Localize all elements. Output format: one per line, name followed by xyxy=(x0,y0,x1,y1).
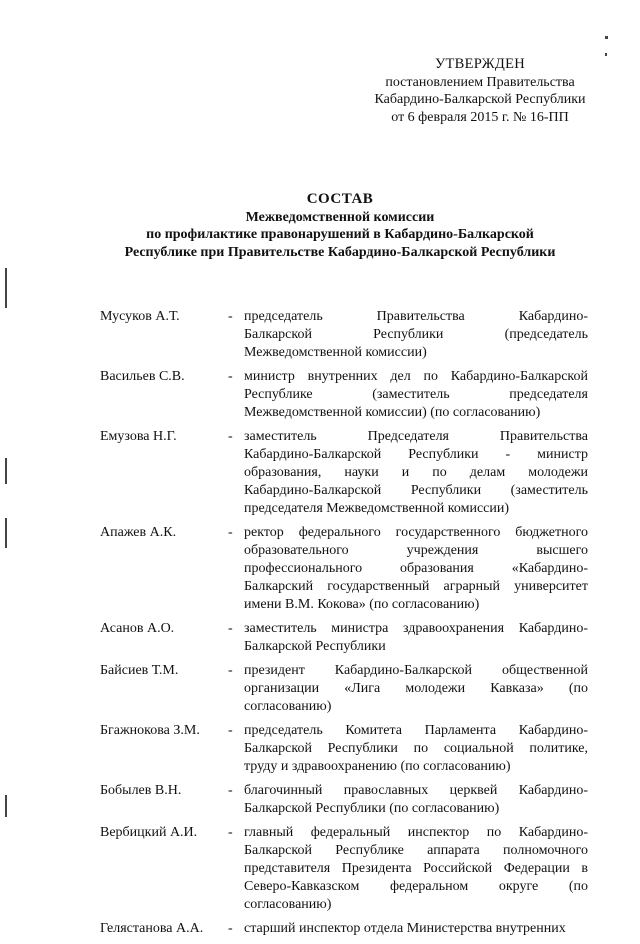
member-dash: - xyxy=(228,663,233,678)
member-role-line: председатель Комитета Парламента Кабардино- xyxy=(244,723,588,738)
member-role-line: старший инспектор отдела Министерства внутренних xyxy=(244,921,566,936)
member-role-line: согласованию) xyxy=(244,897,332,912)
member-role-line: председатель Правительства Кабардино- xyxy=(244,309,588,324)
member-role-line: труду и здравоохранению (по согласованию) xyxy=(244,759,511,774)
member-name: Бобылев В.Н. xyxy=(100,783,182,798)
member-role-line: министр внутренних дел по Кабардино-Балкарской xyxy=(244,369,588,384)
member-role xyxy=(244,662,588,716)
scan-mark xyxy=(605,36,608,39)
title-line: Республике при Правительстве Кабардино-Балкарской Республики xyxy=(124,244,556,260)
member-role-line: образовательного учреждения высшего xyxy=(244,543,588,558)
member-role xyxy=(244,368,588,422)
member-name: Емузова Н.Г. xyxy=(100,429,177,444)
member-role xyxy=(244,782,588,818)
member-dash: - xyxy=(228,621,233,636)
member-row xyxy=(100,524,590,614)
member-role xyxy=(244,920,588,938)
member-row xyxy=(100,620,590,656)
member-row xyxy=(100,368,590,422)
member-role-line: Балкарской Республики xyxy=(244,639,386,654)
title-line: Межведомственной комиссии xyxy=(245,209,435,225)
member-role-line: Межведомственной комиссии) (по согласованию) xyxy=(244,405,541,420)
member-role-line: Кабардино-Балкарской Республики - министр xyxy=(244,447,588,462)
approval-line: Кабардино-Балкарской Республики xyxy=(374,92,586,107)
member-name: Асанов А.О. xyxy=(100,621,175,636)
member-dash: - xyxy=(228,525,233,540)
member-role-line: главный федеральный инспектор по Кабардино- xyxy=(244,825,588,840)
member-name: Гелястанова А.А. xyxy=(100,921,204,936)
member-dash: - xyxy=(228,723,233,738)
member-role-line: Балкарской Республики (по согласованию) xyxy=(244,801,500,816)
title-line: СОСТАВ xyxy=(306,191,374,207)
member-role-line: ректор федерального государственного бюджетного xyxy=(244,525,588,540)
member-role-line: заместитель Председателя Правительства xyxy=(244,429,588,444)
member-role-line: Балкарской Республики по социальной политике, xyxy=(244,741,588,756)
member-row xyxy=(100,722,590,776)
member-name: Васильев С.В. xyxy=(100,369,185,384)
scan-mark xyxy=(5,518,7,548)
member-role xyxy=(244,620,588,656)
scan-mark xyxy=(5,458,7,484)
member-role-line: Республике (заместитель председателя xyxy=(244,387,588,402)
scan-mark xyxy=(5,795,7,817)
member-role-line: Балкарской Республике аппарата полномочного xyxy=(244,843,588,858)
member-role-line: Межведомственной комиссии) xyxy=(244,345,427,360)
member-name: Бгажнокова З.М. xyxy=(100,723,200,738)
member-role xyxy=(244,824,588,914)
member-role-line: представителя Президента Российской Федерации в xyxy=(244,861,588,876)
member-role-line: председателя Межведомственной комиссии) xyxy=(244,501,510,516)
approval-line: постановлением Правительства xyxy=(385,74,575,90)
member-name: Вербицкий А.И. xyxy=(100,825,198,840)
member-row xyxy=(100,308,590,362)
member-row xyxy=(100,428,590,518)
member-name: Байсиев Т.М. xyxy=(100,663,179,678)
approval-heading: УТВЕРЖДЕН xyxy=(434,56,526,72)
scan-mark xyxy=(5,268,7,308)
member-dash: - xyxy=(228,309,233,324)
member-row xyxy=(100,824,590,914)
member-dash: - xyxy=(228,825,233,840)
member-role xyxy=(244,308,588,362)
member-role-line: Балкарский государственный аграрный университет xyxy=(244,579,588,594)
member-role-line: имени В.М. Кокова» (по согласованию) xyxy=(244,597,480,612)
scan-mark xyxy=(605,53,607,56)
member-role-line: Балкарской Республики (председатель xyxy=(244,327,588,342)
member-role-line: образования, науки и по делам молодежи xyxy=(244,465,588,480)
title-line: по профилактике правонарушений в Кабардино-Балкарской xyxy=(146,227,534,242)
approval-line: от 6 февраля 2015 г. № 16-ПП xyxy=(391,109,569,125)
member-name: Апажев А.К. xyxy=(100,525,177,540)
member-row xyxy=(100,782,590,818)
member-role-line: Кабардино-Балкарской Республики (заместитель xyxy=(244,483,588,498)
member-role-line: президент Кабардино-Балкарской общественной xyxy=(244,663,588,678)
approval-block xyxy=(330,56,630,126)
member-dash: - xyxy=(228,429,233,444)
member-role-line: Северо-Кавказском федеральном округе (по xyxy=(244,879,588,894)
member-dash: - xyxy=(228,369,233,384)
member-role xyxy=(244,428,588,518)
member-role xyxy=(244,524,588,614)
member-role-line: заместитель министра здравоохранения Кабардино- xyxy=(244,621,588,636)
member-role-line: благочинный православных церквей Кабардино- xyxy=(244,783,588,798)
member-role-line: профессионального образования «Кабардино- xyxy=(244,561,588,576)
member-dash: - xyxy=(228,783,233,798)
member-dash: - xyxy=(228,921,233,936)
member-row xyxy=(100,662,590,716)
member-role-line: организации «Лига молодежи Кавказа» (по xyxy=(244,681,588,696)
member-role xyxy=(244,722,588,776)
member-row xyxy=(100,920,590,938)
members-list xyxy=(100,308,590,944)
member-role-line: согласованию) xyxy=(244,699,332,714)
document-title xyxy=(40,191,640,261)
member-name: Мусуков А.Т. xyxy=(100,309,180,324)
